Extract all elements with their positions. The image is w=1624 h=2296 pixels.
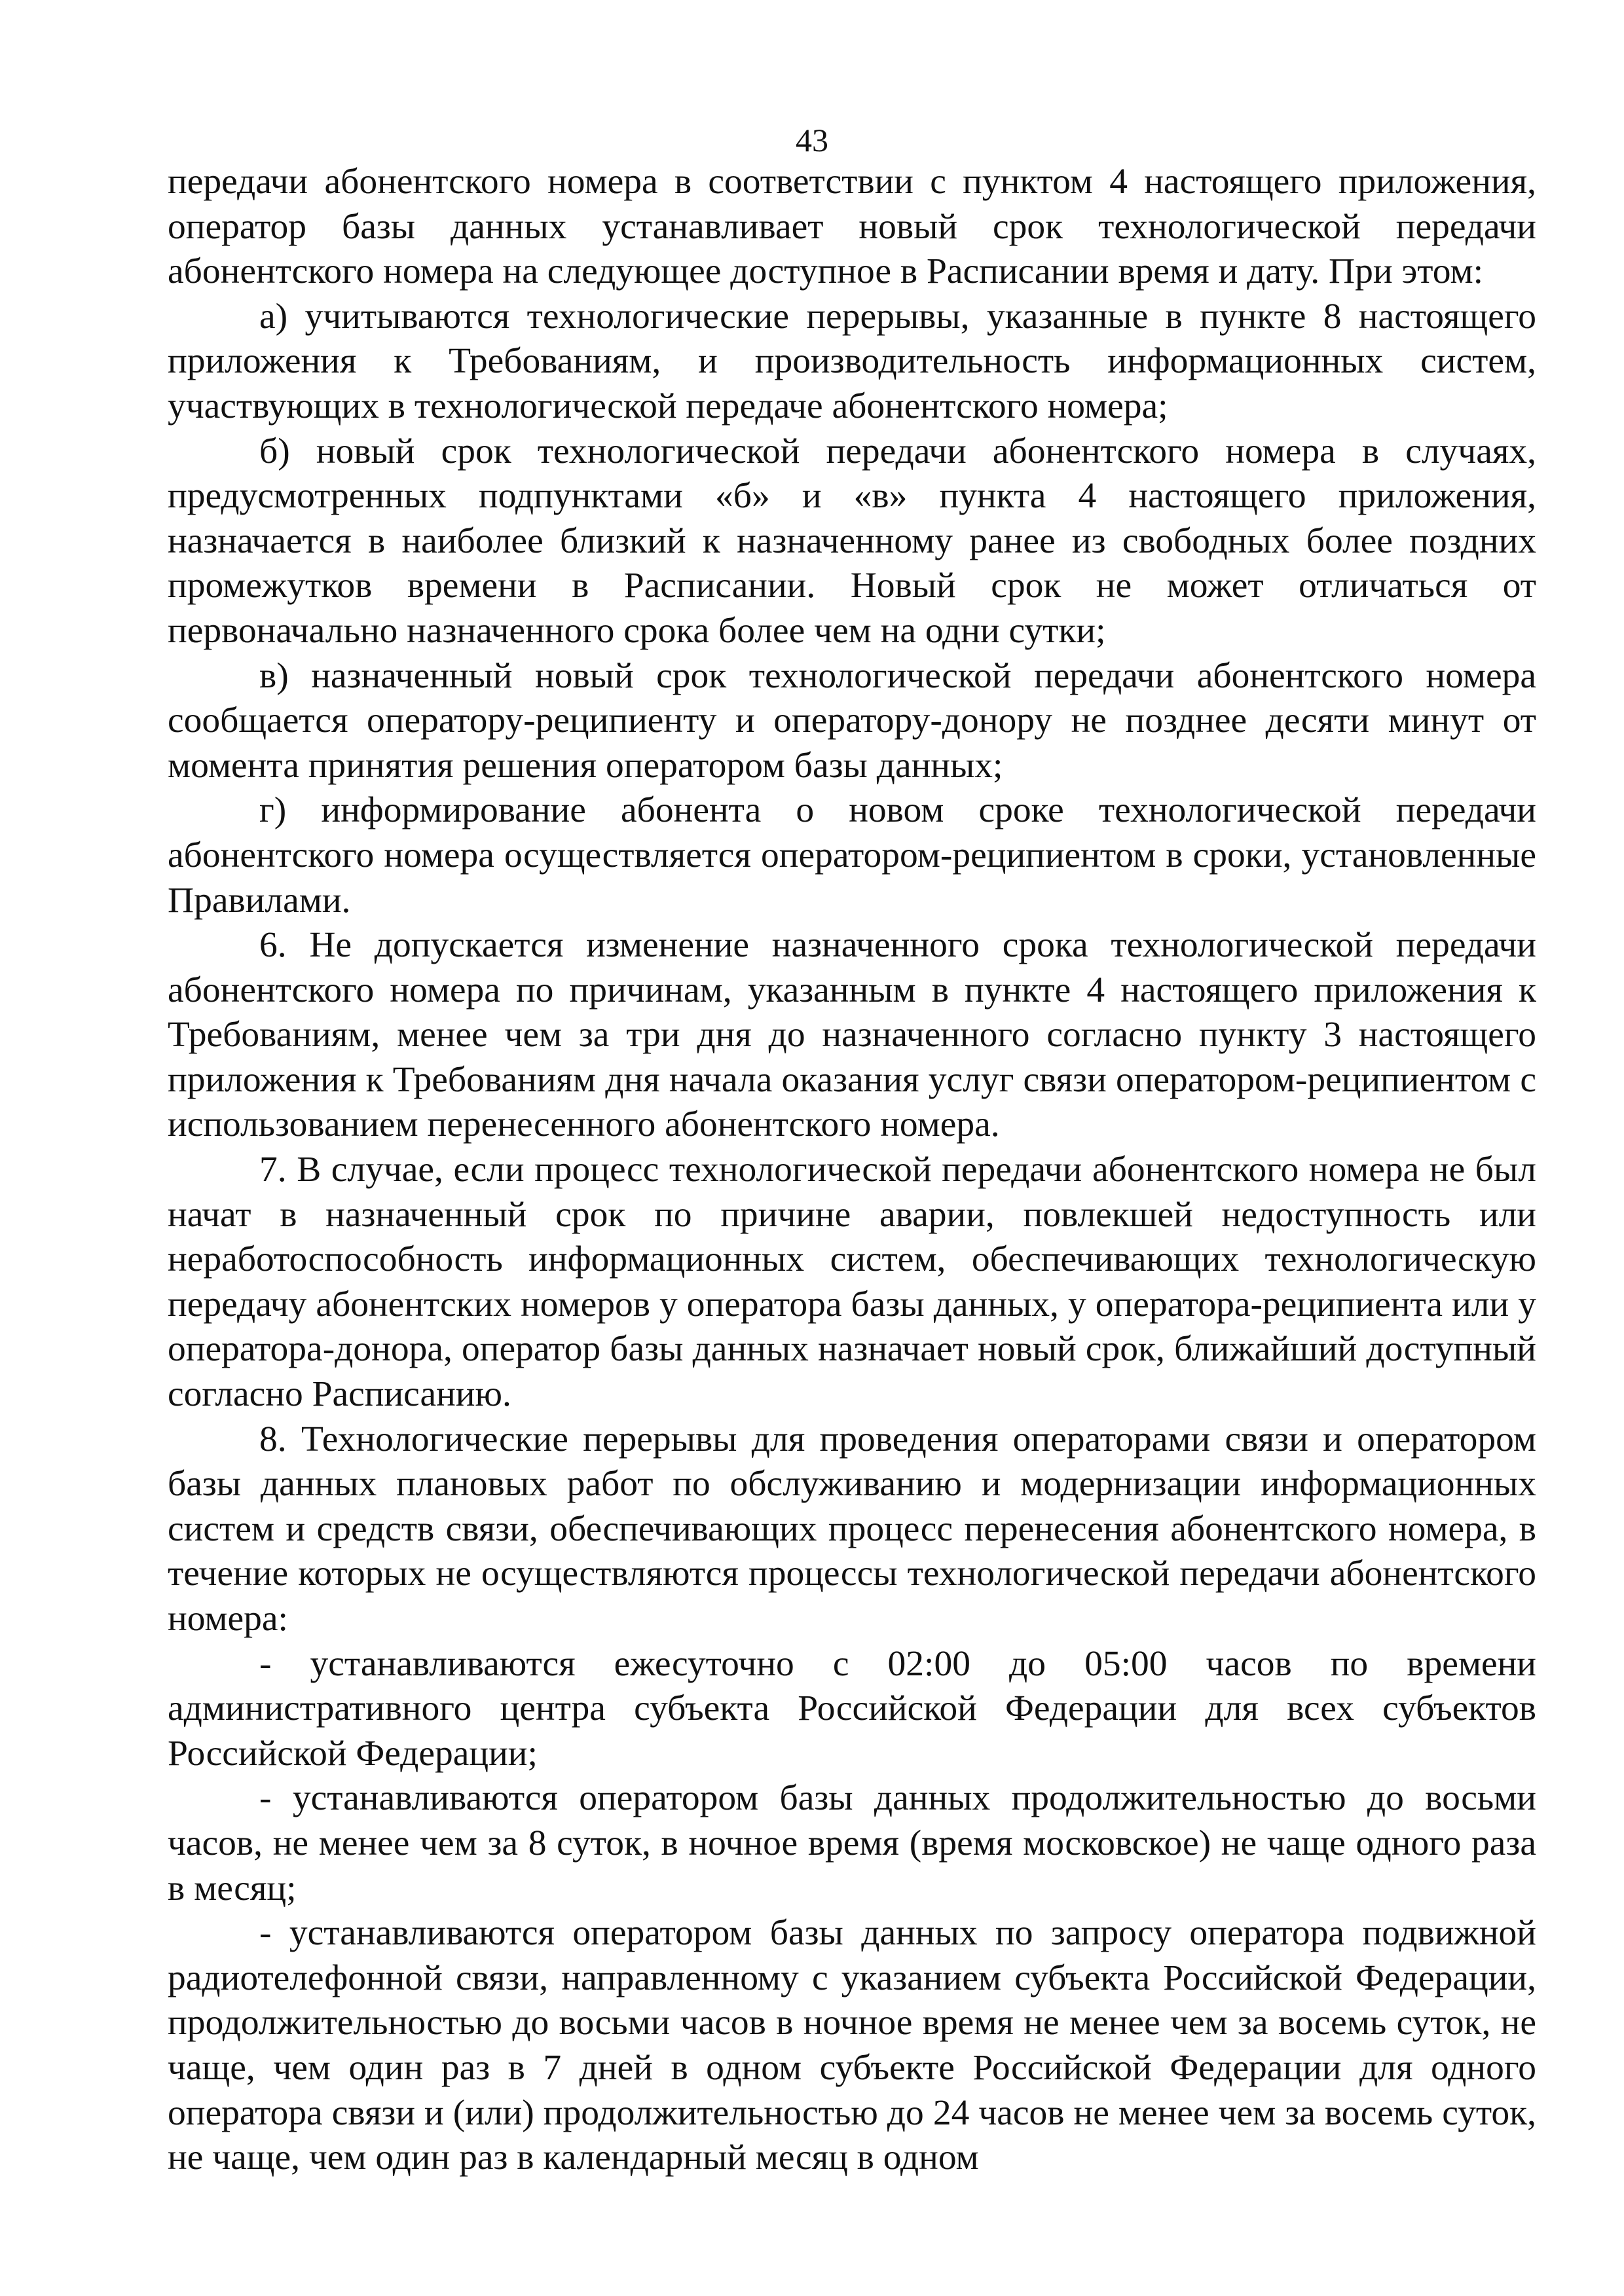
paragraph-bullet-monthly: - устанавливаются оператором базы данных продолжительностью до восьми часов, не менее чем за 8 суток, в ночное время (время московское) не чаще одного раза в месяц; [168, 1778, 1536, 1908]
paragraph-item-a: а) учитываются технологические перерывы, указанные в пункте 8 настоящего приложения к Требованиям, и производительность информационных систем, участвующих в технологической передаче абонентского номера; [168, 296, 1536, 426]
paragraph-item-b: б) новый срок технологической передачи абонентского номера в случаях, предусмотренных подпунктами «б» и «в» пункта 4 настоящего приложения, назначается в наиболее близкий к назначенному ранее из свободных более поздних промежутков времени в Расписании. Новый срок не может отличаться от первоначально назначенного срока более чем на одни сутки; [168, 431, 1536, 651]
paragraph-item-g: г) информирование абонента о новом сроке технологической передачи абонентского номера осуществляется оператором-реципиентом в сроки, установленные Правилами. [168, 790, 1536, 920]
paragraph-intro-continuation: передачи абонентского номера в соответствии с пунктом 4 настоящего приложения, оператор базы данных устанавливает новый срок технологической передачи абонентского номера на следующее доступное в Расписании время и дату. При этом: [168, 162, 1536, 292]
paragraph-item-v: в) назначенный новый срок технологической передачи абонентского номера сообщается оператору-реципиенту и оператору-донору не позднее десяти минут от момента принятия решения оператором базы данных; [168, 655, 1536, 786]
paragraph-section-7: 7. В случае, если процесс технологической передачи абонентского номера не был начат в назначенный срок по причине аварии, повлекшей недоступность или неработоспособность информационных систем, обеспечивающих технологическую передачу абонентских номеров у оператора базы данных, у оператора-реципиента или у оператора-донора, оператор базы данных назначает новый срок, ближайший доступный согласно Расписанию. [168, 1150, 1536, 1415]
document-body [168, 160, 1536, 2181]
paragraph-section-8: 8. Технологические перерывы для проведения операторами связи и оператором базы данных плановых работ по обслуживанию и модернизации информационных систем и средств связи, обеспечивающих процесс перенесения абонентского номера, в течение которых не осуществляются процессы технологической передачи абонентского номера: [168, 1419, 1536, 1639]
paragraph-bullet-daily: - устанавливаются ежесуточно с 02:00 до 05:00 часов по времени административного центра субъекта Российской Федерации для всех субъектов Российской Федерации; [168, 1643, 1536, 1774]
page-number: 43 [796, 122, 828, 158]
paragraph-section-6: 6. Не допускается изменение назначенного срока технологической передачи абонентского номера по причинам, указанным в пункте 4 настоящего приложения к Требованиям, менее чем за три дня до назначенного согласно пункту 3 настоящего приложения к Требованиям дня начала оказания услуг связи оператором-реципиентом с использованием перенесенного абонентского номера. [168, 925, 1536, 1145]
paragraph-bullet-on-request: - устанавливаются оператором базы данных по запросу оператора подвижной радиотелефонной связи, направленному с указанием субъекта Российской Федерации, продолжительностью до восьми часов в ночное время не менее чем за восемь суток, не чаще, чем один раз в 7 дней в одном субъекте Российской Федерации для одного оператора связи и (или) продолжительностью до 24 часов не менее чем за восемь суток, не чаще, чем один раз в календарный месяц в одном [168, 1913, 1536, 2178]
